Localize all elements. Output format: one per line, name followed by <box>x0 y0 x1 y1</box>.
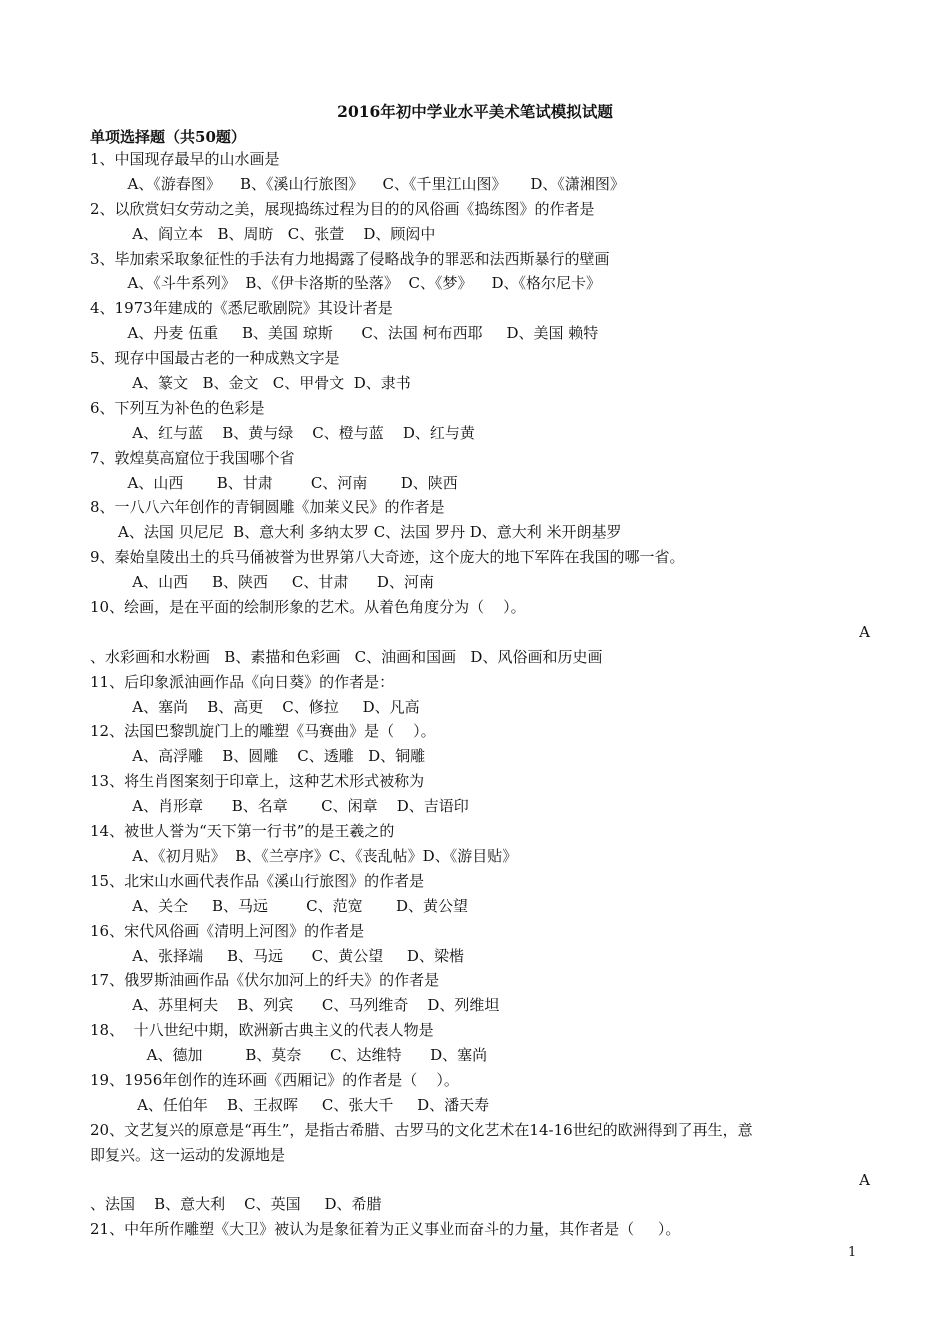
question-line: 17、俄罗斯油画作品《伏尔加河上的纤夫》的作者是 <box>90 971 440 990</box>
question-list <box>90 147 870 1242</box>
question-line: 8、一八八六年创作的青铜圆雕《加莱义民》的作者是 <box>90 498 445 517</box>
option-line: A、肖形章 B、名章 C、闲章 D、吉语印 <box>118 797 469 816</box>
option-line: A、张择端 B、马远 C、黄公望 D、梁楷 <box>118 946 464 965</box>
question-line: 2、以欣赏妇女劳动之美，展现捣练过程为目的的风俗画《捣练图》的作者是 <box>90 199 595 218</box>
option-line: A、《斗牛系列》 B、《伊卡洛斯的坠落》 C、《梦》 D、《格尔尼卡》 <box>118 274 602 293</box>
option-line: A、山西 B、陕西 C、甘肃 D、河南 <box>118 573 434 592</box>
question-line: 、水彩画和水粉画 B、素描和色彩画 C、油画和国画 D、风俗画和历史画 <box>90 647 603 666</box>
question-line: 4、1973年建成的《悉尼歌剧院》其设计者是 <box>90 299 393 318</box>
question-line: 7、敦煌莫高窟位于我国哪个省 <box>90 448 295 467</box>
page-number: 1 <box>848 1245 857 1260</box>
option-line: A、任伯年 B、王叔晖 C、张大千 D、潘天寿 <box>118 1095 490 1114</box>
option-line: A、关仝 B、马远 C、范宽 D、黄公望 <box>118 896 469 915</box>
question-line: 6、下列互为补色的色彩是 <box>90 398 265 417</box>
option-line: A、阎立本 B、周昉 C、张萱 D、顾闳中 <box>118 224 436 243</box>
question-line: 15、北宋山水画代表作品《溪山行旅图》的作者是 <box>90 871 425 890</box>
option-line: A、丹麦 伍重 B、美国 琼斯 C、法国 柯布西耶 D、美国 赖特 <box>118 324 599 343</box>
wrapped-letter: A <box>859 622 870 641</box>
question-line: 11、后印象派油画作品《向日葵》的作者是： <box>90 672 395 691</box>
question-line: 13、将生肖图案刻于印章上，这种艺术形式被称为 <box>90 772 425 791</box>
option-line: A、法国 贝尼尼 B、意大利 多纳太罗 C、法国 罗丹 D、意大利 米开朗基罗 <box>118 523 622 542</box>
option-line: A、红与蓝 B、黄与绿 C、橙与蓝 D、红与黄 <box>118 423 475 442</box>
option-line: A、《初月贴》 B、《兰亭序》C、《丧乱帖》D、《游目贴》 <box>118 846 518 865</box>
question-line: 3、毕加索采取象征性的手法有力地揭露了侵略战争的罪恶和法西斯暴行的壁画 <box>90 249 610 268</box>
question-line: 20、文艺复兴的原意是“再生”，是指古希腊、古罗马的文化艺术在14-16世纪的欧洲得到了再生，意 <box>90 1120 753 1139</box>
section-heading: 单项选择题（共50题） <box>90 128 246 146</box>
option-line: A、德加 B、莫奈 C、达维特 D、塞尚 <box>118 1046 488 1065</box>
option-line: A、山西 B、甘肃 C、河南 D、陕西 <box>118 473 458 492</box>
option-line: A、塞尚 B、高更 C、修拉 D、凡高 <box>118 697 420 716</box>
question-line: 10、绘画，是在平面的绘制形象的艺术。从着色角度分为（ ）。 <box>90 598 526 617</box>
option-line: A、苏里柯夫 B、列宾 C、马列维奇 D、列维坦 <box>118 996 500 1015</box>
question-line: 9、秦始皇陵出土的兵马俑被誉为世界第八大奇迹，这个庞大的地下军阵在我国的哪一省。 <box>90 548 685 567</box>
option-line: A、篆文 B、金文 C、甲骨文 D、隶书 <box>118 374 411 393</box>
option-line: A、《游春图》 B、《溪山行旅图》 C、《千里江山图》 D、《潇湘图》 <box>118 174 625 193</box>
question-line: 1、中国现存最早的山水画是 <box>90 150 280 168</box>
document-title: 2016年初中学业水平美术笔试模拟试题 <box>337 102 613 121</box>
question-line: 即复兴。这一运动的发源地是 <box>90 1145 286 1164</box>
question-line: 12、法国巴黎凯旋门上的雕塑《马赛曲》是（ ）。 <box>90 722 436 741</box>
question-line: 19、1956年创作的连环画《西厢记》的作者是（ ）。 <box>90 1070 459 1089</box>
question-line: 18、 十八世纪中期，欧洲新古典主义的代表人物是 <box>90 1021 434 1040</box>
option-line: A、高浮雕 B、圆雕 C、透雕 D、铜雕 <box>118 747 426 766</box>
question-line: 、法国 B、意大利 C、英国 D、希腊 <box>90 1195 382 1214</box>
question-line: 5、现存中国最古老的一种成熟文字是 <box>90 349 340 368</box>
question-line: 16、宋代风俗画《清明上河图》的作者是 <box>90 921 365 940</box>
question-line: 14、被世人誉为“天下第一行书”的是王羲之的 <box>90 822 395 841</box>
question-line: 21、中年所作雕塑《大卫》被认为是象征着为正义事业而奋斗的力量，其作者是（ ）。 <box>90 1220 681 1239</box>
wrapped-letter: A <box>859 1170 870 1189</box>
